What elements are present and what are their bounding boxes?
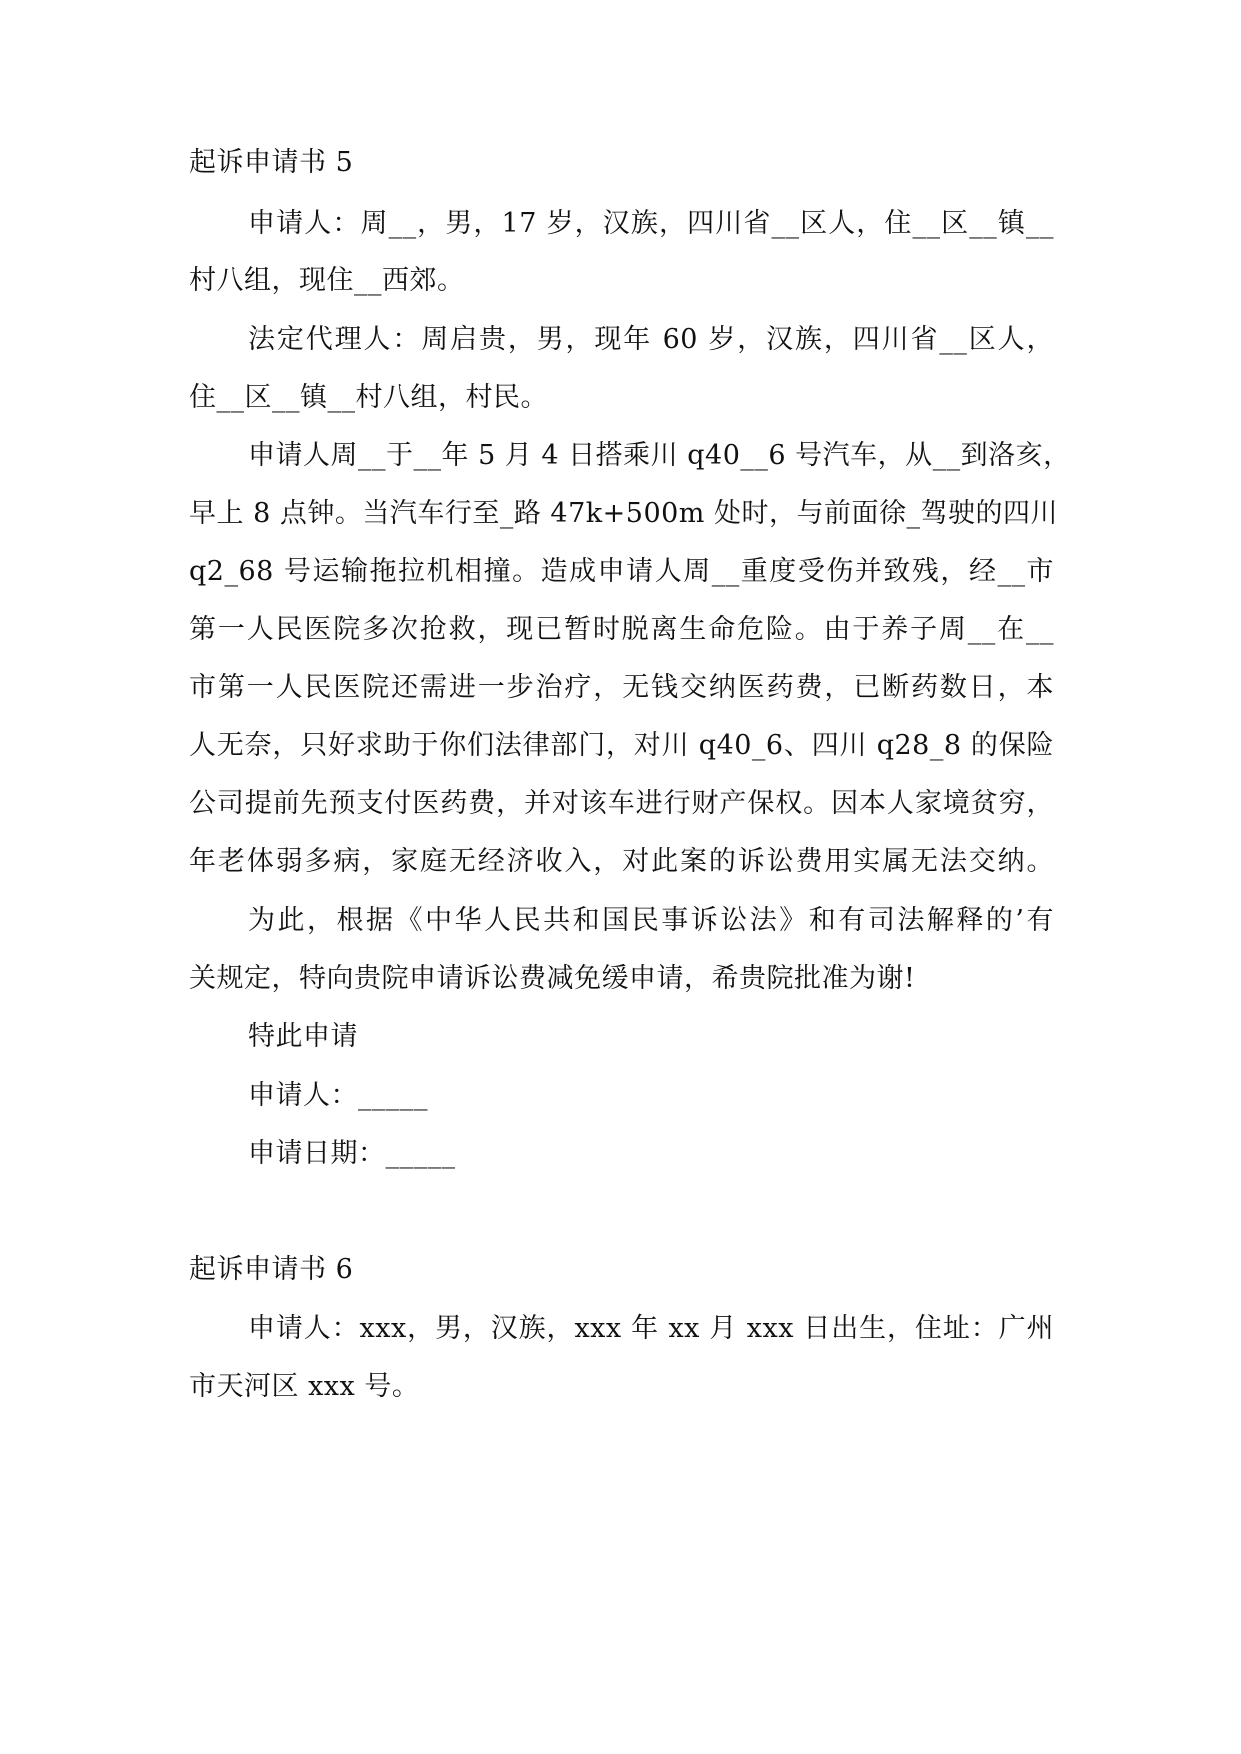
- section5-applicant-line1: 申请人：周__，男，17 岁，汉族，四川省__区人，住__区__镇__: [248, 208, 1054, 239]
- section5-agent-line1: 法定代理人：周启贵，男，现年 60 岁，汉族，四川省__区人，: [248, 324, 1054, 355]
- section5-signature: 申请人：_____: [248, 1080, 428, 1111]
- section5-body-line: 第一人民医院多次抢救，现已暂时脱离生命危险。由于养子周__在__: [189, 614, 1054, 645]
- section5-agent-line2: 住__区__镇__村八组，村民。: [189, 382, 548, 413]
- section6-applicant-line2: 市天河区 xxx 号。: [189, 1371, 420, 1402]
- section5-body-line: 年老体弱多病，家庭无经济收入，对此案的诉讼费用实属无法交纳。: [189, 846, 1054, 877]
- section5-body-line: q2_68 号运输拖拉机相撞。造成申请人周__重度受伤并致残，经__市: [189, 556, 1054, 587]
- section5-closing: 特此申请: [248, 1021, 358, 1052]
- section5-body-line: 早上 8 点钟。当汽车行至_路 47k+500m 处时，与前面徐_驾驶的四川: [189, 498, 1058, 529]
- section5-body-line: 公司提前先预支付医药费，并对该车进行财产保权。因本人家境贫穷，: [189, 788, 1054, 819]
- section5-body-line: 人无奈，只好求助于你们法律部门，对川 q40_6、四川 q28_8 的保险: [189, 730, 1054, 761]
- section6-applicant-line1: 申请人：xxx，男，汉族，xxx 年 xx 月 xxx 日出生，住址：广州: [248, 1313, 1054, 1344]
- section5-title: 起诉申请书 5: [189, 147, 354, 178]
- section5-date: 申请日期：_____: [248, 1138, 456, 1169]
- section5-applicant-line2: 村八组，现住__西郊。: [189, 265, 465, 296]
- section5-body-line: 市第一人民医院还需进一步治疗，无钱交纳医药费，已断药数日，本: [189, 672, 1054, 703]
- section5-request-line1: 为此，根据《中华人民共和国民事诉讼法》和有司法解释的’有: [248, 905, 1054, 936]
- section5-body-line: 申请人周__于__年 5 月 4 日搭乘川 q40__6 号汽车，从__到洛亥，: [248, 440, 1071, 471]
- section6-title: 起诉申请书 6: [189, 1254, 354, 1285]
- section5-request-line2: 关规定，特向贵院申请诉讼费减免缓申请，希贵院批准为谢!: [189, 963, 916, 994]
